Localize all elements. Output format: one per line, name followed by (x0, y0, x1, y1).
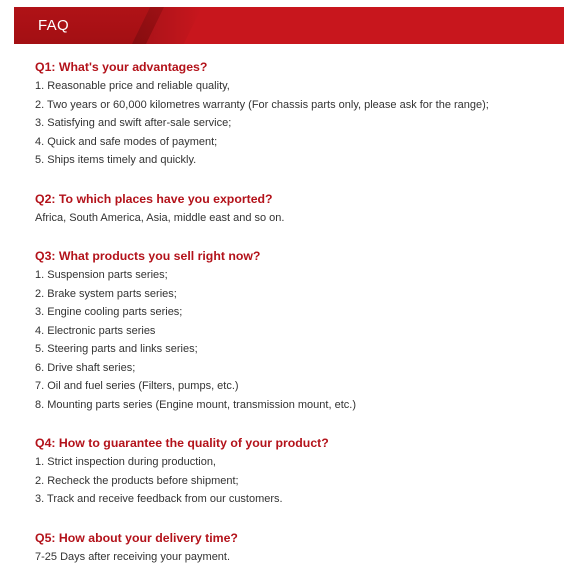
faq-section-q1 (35, 58, 565, 170)
banner-title: FAQ (38, 17, 69, 34)
faq-question: Q2: To which places have you exported? (35, 191, 273, 206)
faq-answer-line: 7-25 Days after receiving your payment. (35, 550, 231, 563)
faq-question: Q1: What's your advantages? (35, 60, 208, 74)
faq-list (35, 58, 565, 586)
faq-question: Q3: What products you sell right now? (35, 249, 261, 263)
faq-section-q2 (35, 190, 565, 228)
faq-answer-line: 7. Oil and fuel series (Filters, pumps, etc.) (35, 380, 239, 392)
faq-answer-line: 3. Track and receive feedback from our customers. (35, 493, 283, 505)
faq-answer-line: 2. Two years or 60,000 kilometres warranty (For chassis parts only, please ask for the range); (35, 98, 489, 111)
faq-question: Q4: How to guarantee the quality of your product? (35, 436, 329, 450)
faq-answer-line: 5. Steering parts and links series; (35, 343, 198, 355)
faq-section-q4 (35, 434, 565, 509)
faq-section-q3 (35, 247, 565, 414)
faq-answer-line: 8. Mounting parts series (Engine mount, transmission mount, etc.) (35, 398, 356, 411)
faq-answer-line: 4. Quick and safe modes of payment; (35, 135, 218, 148)
faq-answer-line: 1. Suspension parts series; (35, 269, 168, 281)
faq-question: Q5: How about your delivery time? (35, 530, 238, 545)
faq-banner (14, 7, 564, 44)
faq-answer-line: 2. Brake system parts series; (35, 287, 177, 300)
faq-answer-line: 1. Strict inspection during production, (35, 456, 216, 468)
faq-answer-line: 3. Engine cooling parts series; (35, 306, 183, 318)
faq-answer-line: 2. Recheck the products before shipment; (35, 474, 239, 487)
faq-answer-line: Africa, South America, Asia, middle east and so on. (35, 211, 285, 224)
faq-answer-line: 4. Electronic parts series (35, 324, 156, 337)
faq-section-q5 (35, 529, 565, 567)
faq-answer-line: 5. Ships items timely and quickly. (35, 154, 197, 166)
faq-answer-line: 1. Reasonable price and reliable quality, (35, 80, 230, 92)
faq-answer-line: 3. Satisfying and swift after-sale service; (35, 117, 232, 129)
faq-answer-line: 6. Drive shaft series; (35, 361, 136, 374)
